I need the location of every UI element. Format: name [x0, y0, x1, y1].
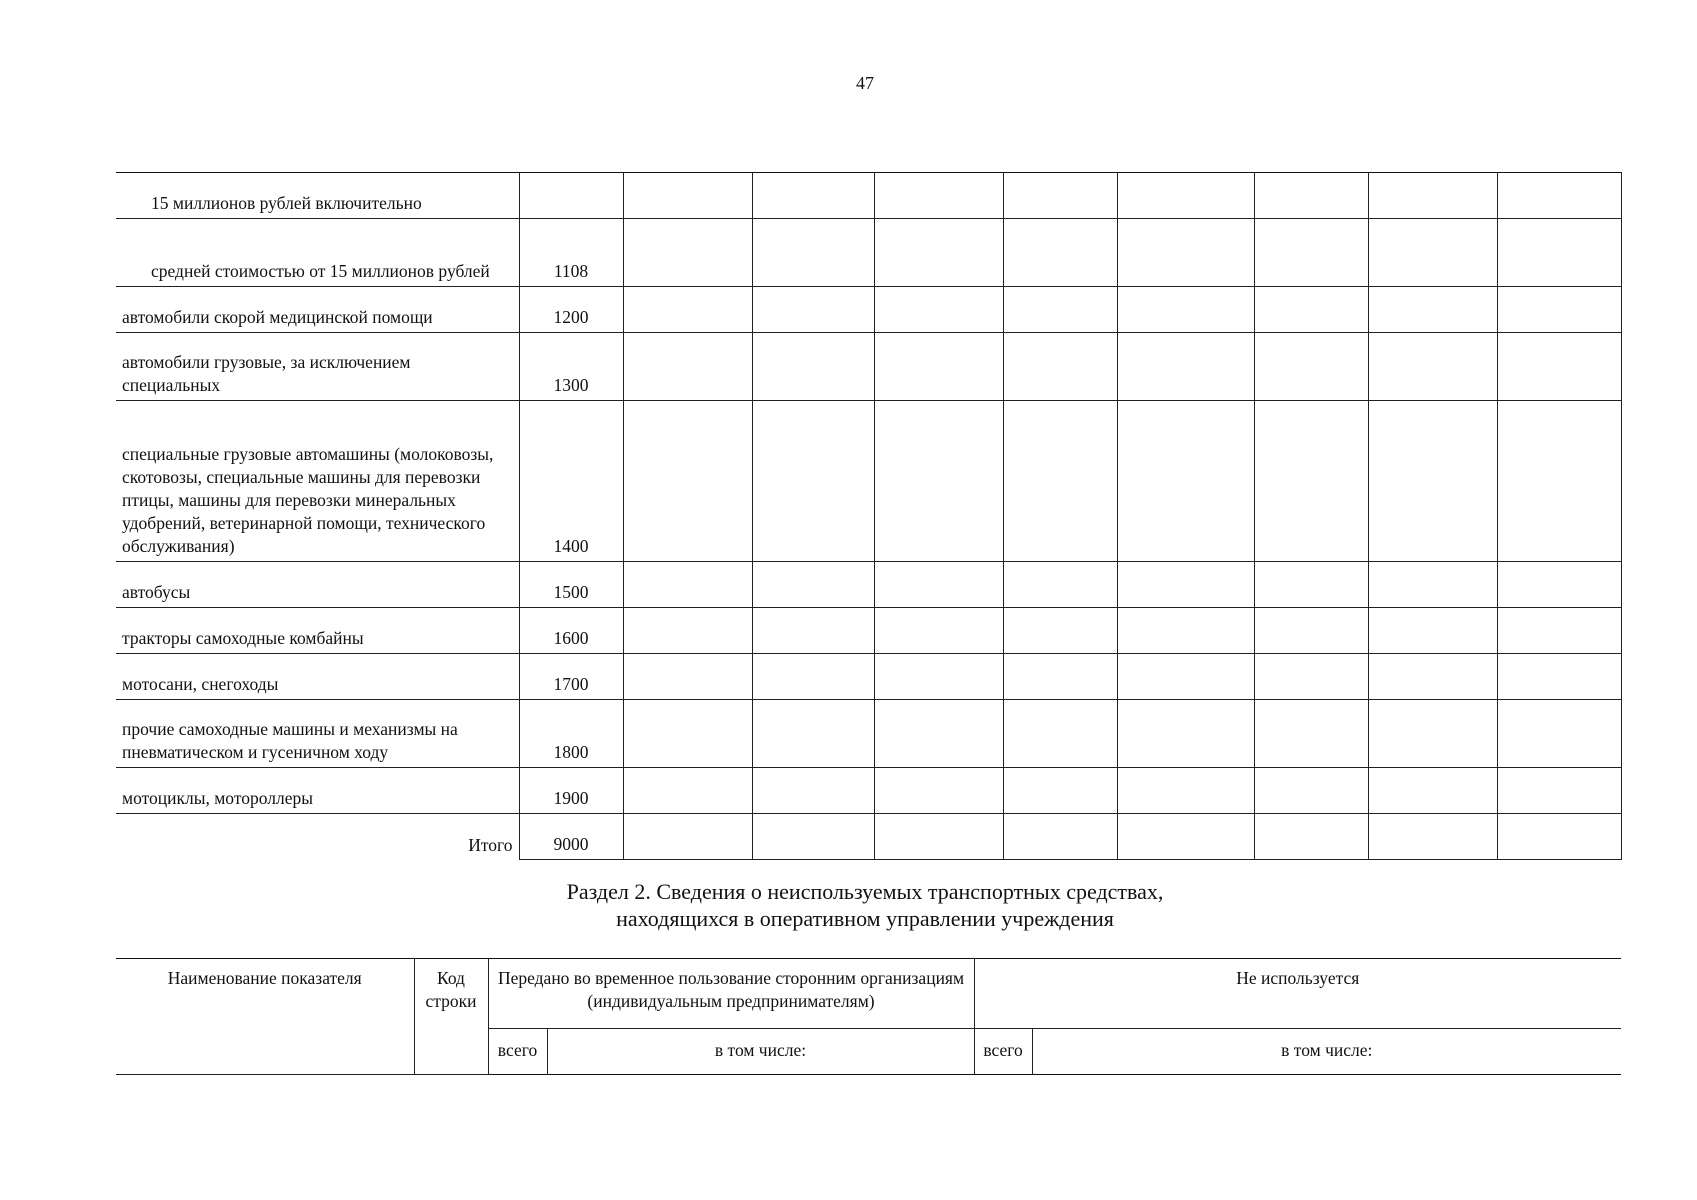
cell [1254, 562, 1368, 608]
cell [1254, 401, 1368, 562]
cell [1003, 219, 1117, 287]
cell [1117, 562, 1254, 608]
cell [1117, 768, 1254, 814]
cell [752, 401, 874, 562]
row-code: 1300 [519, 333, 623, 401]
row-label: автобусы [116, 562, 519, 608]
row-code: 1200 [519, 287, 623, 333]
header-transferred: Передано во временное пользование сторонним организациям (индивидуальным предпринимателям) [488, 959, 974, 1029]
cell [1003, 173, 1117, 219]
cell [623, 173, 752, 219]
cell [1003, 562, 1117, 608]
cell [623, 700, 752, 768]
cell [1497, 562, 1621, 608]
cell [874, 768, 1003, 814]
cell [874, 219, 1003, 287]
cell [752, 608, 874, 654]
cell [874, 562, 1003, 608]
cell [1497, 654, 1621, 700]
cell [1497, 173, 1621, 219]
cell [1497, 700, 1621, 768]
table-row [116, 173, 1621, 219]
cell [1254, 814, 1368, 860]
cell [1368, 401, 1497, 562]
cell [623, 401, 752, 562]
table-row [116, 333, 1621, 401]
total-code: 9000 [519, 814, 623, 860]
cell [1117, 608, 1254, 654]
row-label: мотосани, снегоходы [116, 654, 519, 700]
row-code: 1700 [519, 654, 623, 700]
cell [1254, 700, 1368, 768]
cell [1497, 401, 1621, 562]
cell [752, 219, 874, 287]
section-2-title-line-2: находящихся в оперативном управлении учреждения [616, 906, 1114, 931]
unused-vehicles-table [116, 958, 1621, 1075]
cell [874, 654, 1003, 700]
row-label: 15 миллионов рублей включительно [116, 173, 519, 219]
cell [623, 219, 752, 287]
cell [1497, 287, 1621, 333]
header-indicator-name: Наименование показателя [116, 959, 414, 1075]
cell [623, 333, 752, 401]
cell [1368, 173, 1497, 219]
total-row [116, 814, 1621, 860]
cell [752, 700, 874, 768]
cell [752, 287, 874, 333]
cell [1368, 219, 1497, 287]
cell [1117, 654, 1254, 700]
row-code: 1500 [519, 562, 623, 608]
table-row [116, 654, 1621, 700]
table-row [116, 287, 1621, 333]
cell [1117, 287, 1254, 333]
cell [874, 333, 1003, 401]
cell [1368, 768, 1497, 814]
table-row [116, 608, 1621, 654]
row-label: мотоциклы, мотороллеры [116, 768, 519, 814]
row-code: 1600 [519, 608, 623, 654]
cell [1003, 333, 1117, 401]
cell [874, 814, 1003, 860]
row-label: средней стоимостью от 15 миллионов рублей [116, 219, 519, 287]
cell [1497, 219, 1621, 287]
cell [752, 654, 874, 700]
header-row-code: Код строки [414, 959, 488, 1075]
table-row [116, 700, 1621, 768]
cell [1368, 562, 1497, 608]
cell [1117, 173, 1254, 219]
cell [1003, 700, 1117, 768]
cell [1003, 287, 1117, 333]
cell [1497, 608, 1621, 654]
cell [1497, 814, 1621, 860]
cell [1254, 654, 1368, 700]
cell [623, 608, 752, 654]
table-row [116, 219, 1621, 287]
page-number: 47 [856, 73, 874, 93]
cell [1254, 333, 1368, 401]
row-label: прочие самоходные машины и механизмы на пневматическом и гусеничном ходу [116, 700, 519, 768]
cell [1254, 768, 1368, 814]
cell [874, 173, 1003, 219]
subheader-total-transferred: всего [488, 1029, 547, 1075]
row-code [519, 173, 623, 219]
cell [1368, 814, 1497, 860]
cell [1368, 333, 1497, 401]
section-2-title [0, 878, 1697, 932]
row-code: 1800 [519, 700, 623, 768]
cell [623, 562, 752, 608]
cell [1497, 333, 1621, 401]
row-code: 1900 [519, 768, 623, 814]
cell [623, 768, 752, 814]
cell [1368, 608, 1497, 654]
vehicles-table [116, 172, 1622, 860]
header-row [116, 959, 1621, 1029]
table-row [116, 768, 1621, 814]
cell [1003, 814, 1117, 860]
header-unused: Не используется [974, 959, 1621, 1029]
cell [1117, 814, 1254, 860]
cell [752, 333, 874, 401]
cell [1254, 608, 1368, 654]
cell [1368, 654, 1497, 700]
cell [874, 700, 1003, 768]
cell [623, 287, 752, 333]
subheader-including-unused: в том числе: [1032, 1029, 1621, 1075]
cell [1003, 768, 1117, 814]
total-label: Итого [116, 814, 519, 860]
section-2-title-line-1: Раздел 2. Сведения о неиспользуемых транспортных средствах, [566, 879, 1164, 904]
cell [874, 401, 1003, 562]
table-row [116, 401, 1621, 562]
row-label: автомобили скорой медицинской помощи [116, 287, 519, 333]
row-label: тракторы самоходные комбайны [116, 608, 519, 654]
cell [874, 287, 1003, 333]
cell [1254, 219, 1368, 287]
cell [1368, 287, 1497, 333]
cell [623, 654, 752, 700]
cell [1003, 401, 1117, 562]
row-code: 1400 [519, 401, 623, 562]
cell [1117, 219, 1254, 287]
cell [1497, 768, 1621, 814]
cell [874, 608, 1003, 654]
cell [752, 768, 874, 814]
subheader-total-unused: всего [974, 1029, 1032, 1075]
cell [1117, 401, 1254, 562]
cell [1254, 287, 1368, 333]
cell [752, 562, 874, 608]
cell [1003, 654, 1117, 700]
cell [1117, 333, 1254, 401]
table-row [116, 562, 1621, 608]
row-label: автомобили грузовые, за исключением специальных [116, 333, 519, 401]
cell [1003, 608, 1117, 654]
cell [1368, 700, 1497, 768]
row-code: 1108 [519, 219, 623, 287]
subheader-including-transferred: в том числе: [547, 1029, 974, 1075]
cell [623, 814, 752, 860]
row-label: специальные грузовые автомашины (молоковозы, скотовозы, специальные машины для перевозки птицы, машины для перевозки минеральных удобрений, ветеринарной помощи, технического обслуживания) [116, 401, 519, 562]
cell [1117, 700, 1254, 768]
cell [752, 173, 874, 219]
cell [752, 814, 874, 860]
cell [1254, 173, 1368, 219]
